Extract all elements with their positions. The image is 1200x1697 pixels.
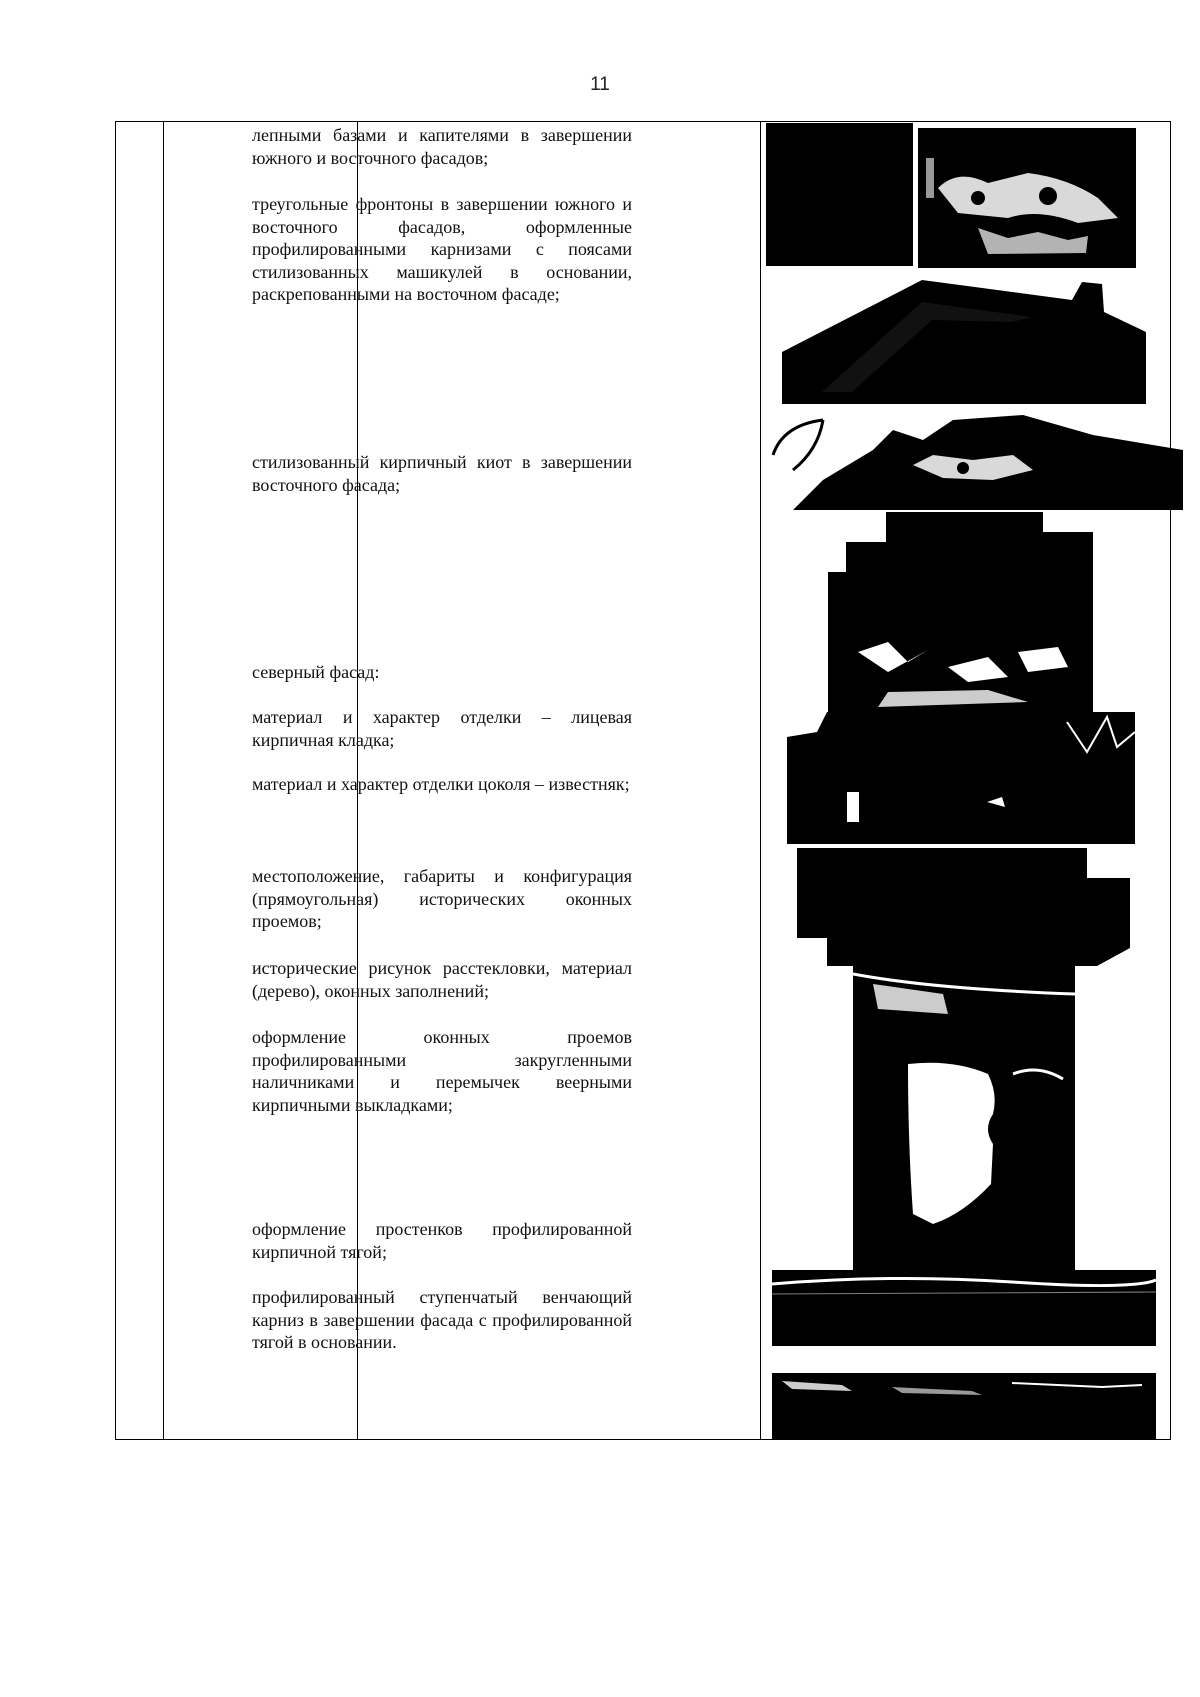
photo-cornice bbox=[772, 1270, 1156, 1346]
paragraph-window-trim: оформление оконных проемов профилированными закругленными наличниками и перемычек веерными кирпичными выкладками; bbox=[252, 1027, 632, 1115]
paragraph-north-facade: северный фасад: bbox=[252, 662, 380, 682]
paragraph-pediments: треугольные фронтоны в завершении южного и восточного фасадов, оформленные профилированными карнизами с поясами стилизованных машикулей в основании, раскрепованными на восточном фасаде; bbox=[252, 194, 632, 304]
paragraph-wall-finish: материал и характер отделки – лицевая кирпичная кладка; bbox=[252, 707, 632, 750]
photo-north-facade-lower bbox=[787, 712, 1135, 844]
paragraph-piers: оформление простенков профилированной кирпичной тягой; bbox=[252, 1219, 632, 1262]
paragraph-kiot: стилизованный кирпичный киот в завершении восточного фасада; bbox=[252, 452, 632, 495]
page-number: 11 bbox=[590, 74, 610, 95]
paragraph-glazing: исторические рисунок расстекловки, материал (дерево), оконных заполнений; bbox=[252, 958, 632, 1001]
photo-capital-left bbox=[766, 123, 913, 266]
photo-capital bbox=[918, 128, 1136, 268]
photo-kiot bbox=[763, 410, 1183, 510]
photo-pediment bbox=[782, 272, 1146, 404]
paragraph-capitals: лепными базами и капителями в завершении южного и восточного фасадов; bbox=[252, 125, 632, 168]
photo-window bbox=[853, 964, 1075, 1270]
photo-window-top bbox=[797, 848, 1130, 966]
photo-cornice-detail bbox=[772, 1373, 1156, 1439]
column-number bbox=[116, 122, 164, 1439]
photo-north-facade bbox=[828, 512, 1093, 717]
paragraph-plinth-finish: материал и характер отделки цоколя – известняк; bbox=[252, 774, 630, 794]
paragraph-cornice: профилированный ступенчатый венчающий карниз в завершении фасада с профилированной тягой в основании. bbox=[252, 1287, 632, 1352]
paragraph-window-openings: местоположение, габариты и конфигурация (прямоугольная) исторических оконных проемов; bbox=[252, 866, 632, 931]
